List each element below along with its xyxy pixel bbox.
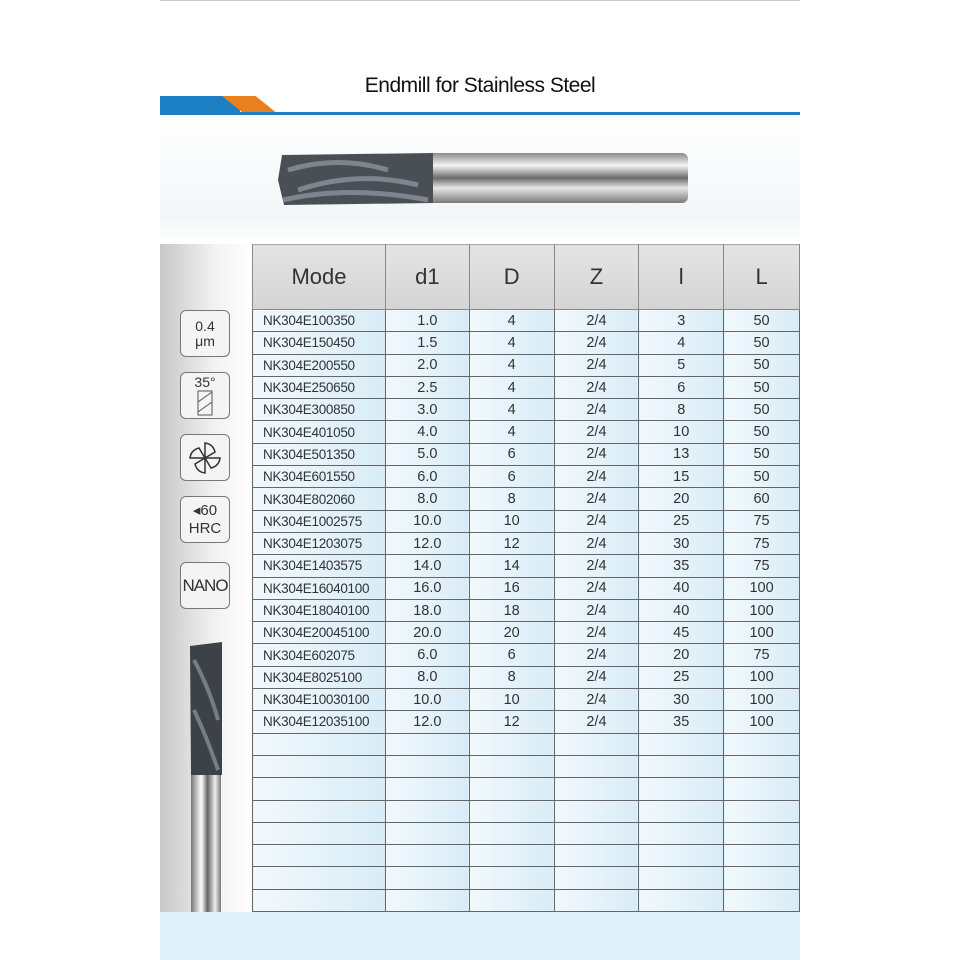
empty-cell [385, 755, 469, 777]
spec-cell: 100 [724, 689, 800, 711]
spec-cell: 50 [724, 466, 800, 488]
empty-cell [253, 733, 386, 755]
spec-cell: 10 [639, 421, 724, 443]
empty-cell [724, 889, 800, 911]
spec-cell: 60 [724, 488, 800, 510]
roughness-unit: μm [195, 332, 215, 349]
spec-cell: 4 [469, 376, 554, 398]
empty-row [253, 889, 800, 911]
empty-cell [639, 800, 724, 822]
spec-cell: 35 [639, 555, 724, 577]
spec-cell: 16.0 [385, 577, 469, 599]
empty-cell [639, 889, 724, 911]
model-cell: NK304E401050 [253, 421, 386, 443]
spec-cell: 8 [469, 666, 554, 688]
spec-cell: 12 [469, 711, 554, 733]
model-cell: NK304E200550 [253, 354, 386, 376]
spec-cell: 45 [639, 622, 724, 644]
spec-cell: 5 [639, 354, 724, 376]
spec-cell: 75 [724, 532, 800, 554]
spec-cell: 75 [724, 644, 800, 666]
empty-cell [253, 822, 386, 844]
spec-cell: 30 [639, 689, 724, 711]
spec-cell: 2/4 [554, 310, 639, 332]
coating-badge [180, 562, 230, 609]
spec-cell: 4 [639, 332, 724, 354]
empty-cell [385, 800, 469, 822]
model-cell: NK304E16040100 [253, 577, 386, 599]
empty-cell [253, 778, 386, 800]
column-header: Mode [253, 245, 386, 310]
spec-cell: 2/4 [554, 466, 639, 488]
column-header: Z [554, 245, 639, 310]
spec-cell: 8 [639, 399, 724, 421]
model-cell: NK304E18040100 [253, 599, 386, 621]
spec-cell: 2/4 [554, 577, 639, 599]
empty-cell [469, 733, 554, 755]
spec-cell: 1.5 [385, 332, 469, 354]
empty-cell [724, 733, 800, 755]
empty-row [253, 755, 800, 777]
table-row [253, 354, 800, 376]
spec-cell: 50 [724, 399, 800, 421]
empty-cell [554, 733, 639, 755]
model-cell: NK304E1203075 [253, 532, 386, 554]
empty-cell [469, 822, 554, 844]
spec-cell: 40 [639, 599, 724, 621]
model-cell: NK304E8025100 [253, 666, 386, 688]
empty-cell [724, 800, 800, 822]
model-cell: NK304E501350 [253, 443, 386, 465]
spec-cell: 40 [639, 577, 724, 599]
table-row [253, 711, 800, 733]
empty-cell [554, 800, 639, 822]
empty-cell [554, 778, 639, 800]
spec-cell: 10 [469, 510, 554, 532]
spec-cell: 5.0 [385, 443, 469, 465]
empty-cell [639, 845, 724, 867]
model-cell: NK304E1002575 [253, 510, 386, 532]
spec-cell: 2.0 [385, 354, 469, 376]
table-row [253, 666, 800, 688]
spec-cell: 4 [469, 354, 554, 376]
spec-cell: 8.0 [385, 666, 469, 688]
spec-cell: 4 [469, 421, 554, 443]
spec-cell: 12.0 [385, 711, 469, 733]
model-cell: NK304E150450 [253, 332, 386, 354]
empty-cell [385, 733, 469, 755]
empty-cell [385, 845, 469, 867]
spec-cell: 8.0 [385, 488, 469, 510]
spec-cell: 2/4 [554, 399, 639, 421]
spec-cell: 4 [469, 332, 554, 354]
table-row [253, 689, 800, 711]
empty-cell [554, 867, 639, 889]
hardness-unit: HRC [188, 519, 222, 537]
empty-cell [724, 822, 800, 844]
spec-cell: 35 [639, 711, 724, 733]
empty-cell [469, 778, 554, 800]
spec-cell: 3 [639, 310, 724, 332]
spec-cell: 50 [724, 354, 800, 376]
empty-cell [554, 889, 639, 911]
empty-cell [253, 889, 386, 911]
spec-cell: 6 [469, 644, 554, 666]
table-row [253, 399, 800, 421]
table-row [253, 443, 800, 465]
spec-cell: 30 [639, 532, 724, 554]
spec-cell: 3.0 [385, 399, 469, 421]
empty-cell [724, 778, 800, 800]
top-divider [160, 0, 800, 1]
two-flute-endmill-image [190, 640, 224, 912]
empty-row [253, 800, 800, 822]
model-cell: NK304E20045100 [253, 622, 386, 644]
empty-cell [385, 778, 469, 800]
table-row [253, 577, 800, 599]
empty-cell [469, 800, 554, 822]
endmill-product-image [278, 150, 698, 208]
spec-cell: 2/4 [554, 488, 639, 510]
spec-cell: 8 [469, 488, 554, 510]
spec-cell: 2/4 [554, 443, 639, 465]
spec-cell: 100 [724, 711, 800, 733]
spec-cell: 2/4 [554, 622, 639, 644]
spec-cell: 2/4 [554, 376, 639, 398]
spec-cell: 6 [469, 443, 554, 465]
table-row [253, 555, 800, 577]
spec-cell: 4.0 [385, 421, 469, 443]
model-cell: NK304E601550 [253, 466, 386, 488]
spec-cell: 2/4 [554, 644, 639, 666]
spec-cell: 75 [724, 555, 800, 577]
spec-cell: 25 [639, 666, 724, 688]
empty-cell [253, 845, 386, 867]
empty-cell [554, 755, 639, 777]
feature-sidebar [160, 244, 252, 912]
spec-cell: 2/4 [554, 666, 639, 688]
spec-cell: 2/4 [554, 599, 639, 621]
helix-angle-badge [180, 372, 230, 419]
spec-cell: 20.0 [385, 622, 469, 644]
roughness-value: 0.4 [195, 317, 215, 334]
spec-cell: 75 [724, 510, 800, 532]
empty-cell [554, 822, 639, 844]
spec-cell: 20 [469, 622, 554, 644]
spec-cell: 100 [724, 666, 800, 688]
four-flute-icon [187, 440, 223, 476]
coating-value: NANO [182, 576, 228, 595]
model-cell: NK304E100350 [253, 310, 386, 332]
table-row [253, 532, 800, 554]
footer-band [160, 912, 800, 960]
spec-cell: 10 [469, 689, 554, 711]
spec-cell: 50 [724, 443, 800, 465]
empty-cell [724, 867, 800, 889]
spec-cell: 14.0 [385, 555, 469, 577]
spec-cell: 10.0 [385, 689, 469, 711]
empty-cell [469, 845, 554, 867]
spec-cell: 100 [724, 599, 800, 621]
column-header: D [469, 245, 554, 310]
spec-cell: 10.0 [385, 510, 469, 532]
spec-cell: 18.0 [385, 599, 469, 621]
empty-row [253, 733, 800, 755]
helix-angle-value: 35° [194, 374, 216, 390]
empty-cell [554, 845, 639, 867]
model-cell: NK304E10030100 [253, 689, 386, 711]
spec-cell: 6.0 [385, 466, 469, 488]
spec-cell: 6 [639, 376, 724, 398]
hardness-badge [180, 496, 230, 543]
empty-cell [385, 889, 469, 911]
table-row [253, 510, 800, 532]
empty-row [253, 778, 800, 800]
empty-cell [385, 867, 469, 889]
spec-cell: 2/4 [554, 555, 639, 577]
spec-cell: 2/4 [554, 689, 639, 711]
column-header: l [639, 245, 724, 310]
spec-cell: 2/4 [554, 332, 639, 354]
spec-cell: 2/4 [554, 354, 639, 376]
spec-cell: 15 [639, 466, 724, 488]
empty-row [253, 845, 800, 867]
spec-cell: 6 [469, 466, 554, 488]
table-header-row [253, 245, 800, 310]
spec-cell: 2.5 [385, 376, 469, 398]
spec-cell: 12 [469, 532, 554, 554]
spec-cell: 16 [469, 577, 554, 599]
spec-cell: 50 [724, 376, 800, 398]
empty-row [253, 867, 800, 889]
model-cell: NK304E300850 [253, 399, 386, 421]
spec-table [252, 244, 800, 912]
empty-row [253, 822, 800, 844]
empty-cell [385, 822, 469, 844]
empty-cell [469, 755, 554, 777]
table-row [253, 644, 800, 666]
spec-cell: 1.0 [385, 310, 469, 332]
spec-cell: 2/4 [554, 421, 639, 443]
table-row [253, 622, 800, 644]
table-row [253, 310, 800, 332]
table-row [253, 599, 800, 621]
model-cell: NK304E250650 [253, 376, 386, 398]
helix-icon [197, 390, 213, 416]
empty-cell [639, 867, 724, 889]
model-cell: NK304E1403575 [253, 555, 386, 577]
spec-cell: 12.0 [385, 532, 469, 554]
empty-cell [469, 889, 554, 911]
roughness-badge [180, 310, 230, 357]
table-row [253, 466, 800, 488]
spec-cell: 25 [639, 510, 724, 532]
empty-cell [724, 755, 800, 777]
spec-cell: 2/4 [554, 532, 639, 554]
column-header: d1 [385, 245, 469, 310]
empty-cell [253, 800, 386, 822]
empty-cell [253, 867, 386, 889]
spec-cell: 2/4 [554, 510, 639, 532]
spec-cell: 18 [469, 599, 554, 621]
spec-cell: 6.0 [385, 644, 469, 666]
flute-badge [180, 434, 230, 481]
model-cell: NK304E802060 [253, 488, 386, 510]
column-header: L [724, 245, 800, 310]
spec-cell: 100 [724, 622, 800, 644]
spec-cell: 4 [469, 399, 554, 421]
empty-cell [253, 755, 386, 777]
spec-cell: 14 [469, 555, 554, 577]
empty-cell [639, 822, 724, 844]
empty-cell [639, 733, 724, 755]
spec-cell: 100 [724, 577, 800, 599]
empty-cell [639, 755, 724, 777]
table-row [253, 376, 800, 398]
spec-cell: 50 [724, 421, 800, 443]
model-cell: NK304E12035100 [253, 711, 386, 733]
spec-cell: 20 [639, 644, 724, 666]
spec-cell: 50 [724, 310, 800, 332]
spec-cell: 4 [469, 310, 554, 332]
spec-cell: 13 [639, 443, 724, 465]
empty-cell [724, 845, 800, 867]
table-row [253, 488, 800, 510]
model-cell: NK304E602075 [253, 644, 386, 666]
table-row [253, 421, 800, 443]
page-title: Endmill for Stainless Steel [364, 74, 596, 97]
table-row [253, 332, 800, 354]
spec-cell: 20 [639, 488, 724, 510]
empty-cell [469, 867, 554, 889]
empty-cell [639, 778, 724, 800]
spec-cell: 2/4 [554, 711, 639, 733]
spec-cell: 50 [724, 332, 800, 354]
hardness-value: ◂60 [192, 501, 218, 519]
